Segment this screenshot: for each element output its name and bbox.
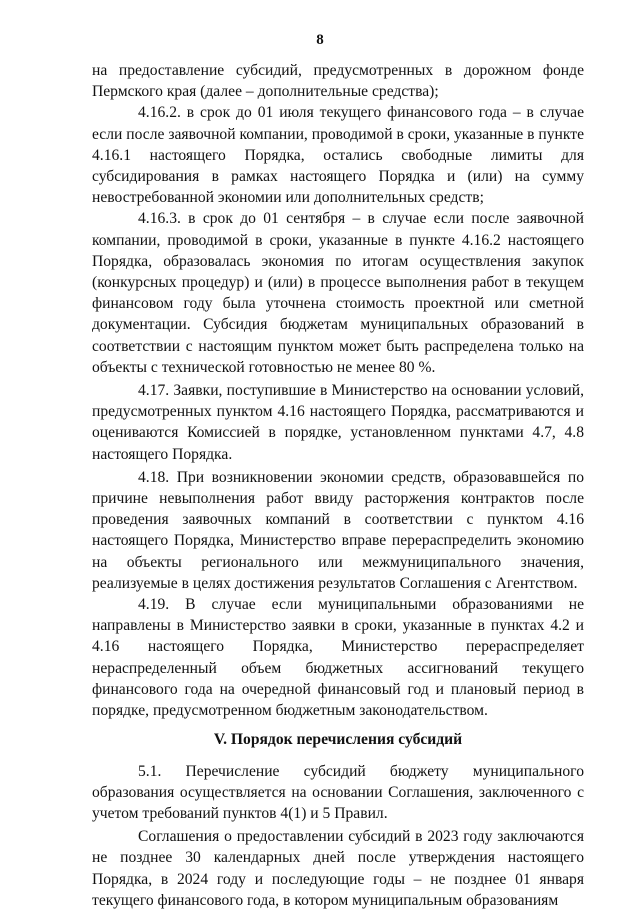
paragraph-4-19: 4.19. В случае если муниципальными образованиями не направлены в Министерство заявки в сроки, указанные в пунктах 4.2 и 4.16 настоящего Порядка, Министерство перераспределяет нераспределенный объем бюджетных ассигнований текущего финансового года на очередной финансовый год и плановый период в порядке, предусмотренном бюджетным законодательством. (92, 596, 584, 720)
paragraph-4-18: 4.18. При возникновении экономии средств, образовавшейся по причине невыполнения работ ввиду расторжения контрактов после проведения заявочных компаний в соответствии с пунктом 4.16 настоящего Порядка, Министерство вправе перераспределить экономию на объекты регионального или межмуниципального значения, реализуемые в целях достижения результатов Соглашения с Агентством. (92, 468, 584, 592)
paragraph-5-1: 5.1. Перечисление субсидий бюджету муниципального образования осуществляется на основании Соглашения, заключенного с учетом требований пунктов 4(1) и 5 Правил. (92, 762, 584, 822)
paragraph-continuation: на предоставление субсидий, предусмотренных в дорожном фонде Пермского края (далее – дополнительные средства); (92, 62, 584, 101)
paragraph-4-17: 4.17. Заявки, поступившие в Министерство на основании условий, предусмотренных пунктом 4.16 настоящего Порядка, рассматриваются и оцениваются Комиссией в порядке, установленном пунктами 4.7, 4.8 настоящего Порядка. (92, 382, 584, 463)
section-heading: V. Порядок перечисления субсидий (213, 731, 463, 749)
paragraph-4-16-2: 4.16.2. в срок до 01 июля текущего финансового года – в случае если после заявочной компании, проводимой в сроки, указанные в пункте 4.16.1 настоящего Порядка, остались свободные лимиты для субсидирования в рамках настоящего Порядка и (или) на сумму невостребованной экономии или дополнительных средств; (92, 104, 584, 207)
paragraph-agreements: Соглашения о предоставлении субсидий в 2023 году заключаются не позднее 30 календарных дней после утверждения настоящего Порядка, в 2024 году и последующие годы – не позднее 01 января текущего финансового года, в котором муниципальным образованиям (92, 828, 584, 909)
page-number: 8 (316, 32, 324, 48)
paragraph-4-16-3: 4.16.3. в срок до 01 сентября – в случае если после заявочной компании, проводимой в сроки, указанные в пункте 4.16.2 настоящего Порядка, образовалась экономия по итогам осуществления закупок (конкурсных процедур) и (или) в процессе выполнения работ в текущем финансовом году была уточнена стоимость проектной или сметной документации. Субсидия бюджетам муниципальных образований в соответствии с настоящим пунктом может быть распределена только на объекты с технической готовностью не менее 80 %. (92, 210, 584, 376)
document-body (92, 60, 584, 911)
